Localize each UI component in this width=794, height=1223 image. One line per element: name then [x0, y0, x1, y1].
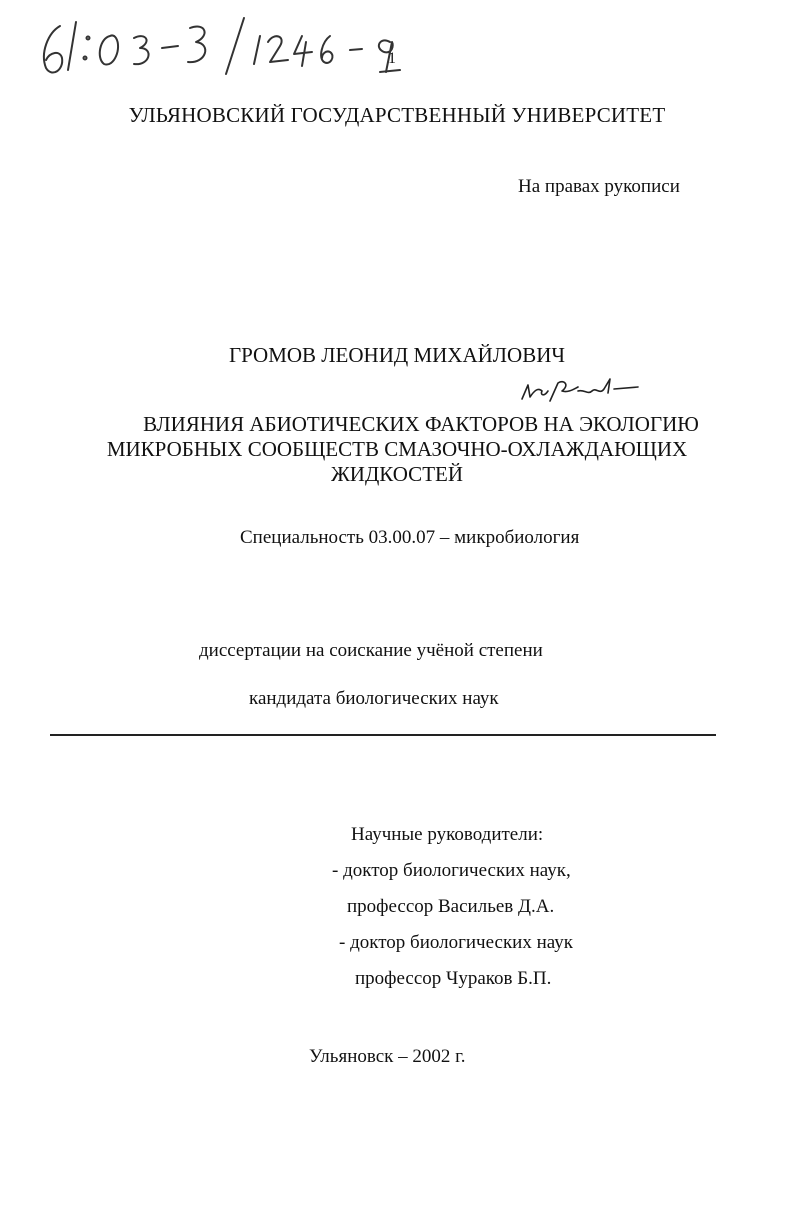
degree-line: кандидата биологических наук — [249, 688, 499, 709]
manuscript-rights-note: На правах рукописи — [518, 176, 680, 197]
degree-line: диссертации на соискание учёной степени — [199, 640, 543, 661]
dissertation-title — [0, 412, 794, 487]
supervisor-degree: - доктор биологических наук — [339, 932, 573, 953]
city-year: Ульяновск – 2002 г. — [309, 1046, 466, 1067]
title-line: ВЛИЯНИЯ АБИОТИЧЕСКИХ ФАКТОРОВ НА ЭКОЛОГИЮ — [143, 412, 699, 436]
signature-icon — [518, 375, 648, 405]
author-name: ГРОМОВ ЛЕОНИД МИХАЙЛОВИЧ — [228, 343, 566, 367]
supervisor-name: профессор Васильев Д.А. — [347, 896, 555, 917]
supervisors-heading: Научные руководители: — [351, 824, 544, 845]
divider — [50, 734, 716, 736]
archive-handwritten-mark — [30, 8, 410, 78]
specialty: Специальность 03.00.07 – микробиология — [240, 527, 580, 548]
page-number: 1 — [388, 50, 396, 67]
title-line: ЖИДКОСТЕЙ — [330, 462, 464, 486]
supervisor-degree: - доктор биологических наук, — [332, 860, 571, 881]
university-name: УЛЬЯНОВСКИЙ ГОСУДАРСТВЕННЫЙ УНИВЕРСИТЕТ — [128, 103, 666, 127]
title-line: МИКРОБНЫХ СООБЩЕСТВ СМАЗОЧНО-ОХЛАЖДАЮЩИХ — [106, 437, 688, 461]
supervisor-name: профессор Чураков Б.П. — [355, 968, 552, 989]
